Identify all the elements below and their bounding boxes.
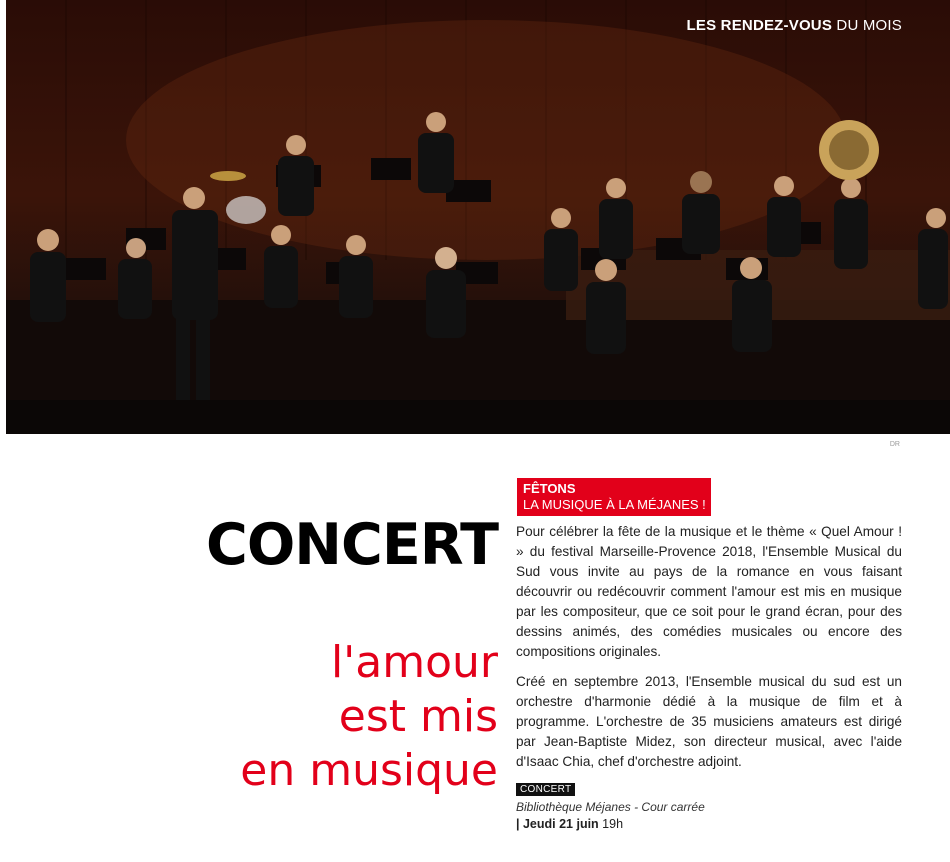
section-header xyxy=(687,17,902,34)
article-title: CONCERT xyxy=(206,512,498,578)
category-badge: CONCERT xyxy=(516,783,575,796)
article-body xyxy=(516,522,902,782)
article-subtitle xyxy=(240,636,498,798)
event-venue: Bibliothèque Méjanes - Cour carrée xyxy=(516,800,705,814)
event-tag-line1: FÊTONS xyxy=(523,481,576,496)
subtitle-line: l'amour xyxy=(330,637,498,688)
event-date xyxy=(516,817,705,831)
section-header-light: DU MOIS xyxy=(836,17,902,34)
event-info xyxy=(516,779,705,831)
event-tag-line2: LA MUSIQUE À LA MÉJANES ! xyxy=(523,497,706,512)
body-paragraph: Créé en septembre 2013, l'Ensemble musical du sud est un orchestre d'harmonie dédié à la musique de film et à programme. L'orchestre de 35 musiciens amateurs est dirigé par Jean-Baptiste Midez, son directeur musical, avec l'aide d'Isaac Chia, chef d'orchestre adjoint. xyxy=(516,674,902,769)
orchestra-photo xyxy=(6,0,950,434)
subtitle-line: en musique xyxy=(240,745,498,796)
event-day: | Jeudi 21 juin xyxy=(516,817,599,831)
subtitle-line: est mis xyxy=(338,691,498,742)
photo-credit: DR xyxy=(889,441,900,448)
section-header-bold: LES RENDEZ-VOUS xyxy=(686,17,833,34)
event-time: 19h xyxy=(602,817,624,831)
orchestra-illustration xyxy=(6,0,950,434)
body-paragraph: Pour célébrer la fête de la musique et le thème « Quel Amour ! » du festival Marseille-Provence 2018, l'Ensemble Musical du Sud vous invite au pays de la romance en vous faisant découvrir ou redécouvrir comment l'amour est mis en musique par les compositeur, que ce soit pour le grand écran, pour des dessins animés, des comédies musicales ou encore des compositions originales. xyxy=(516,524,902,659)
event-tag xyxy=(517,478,711,516)
